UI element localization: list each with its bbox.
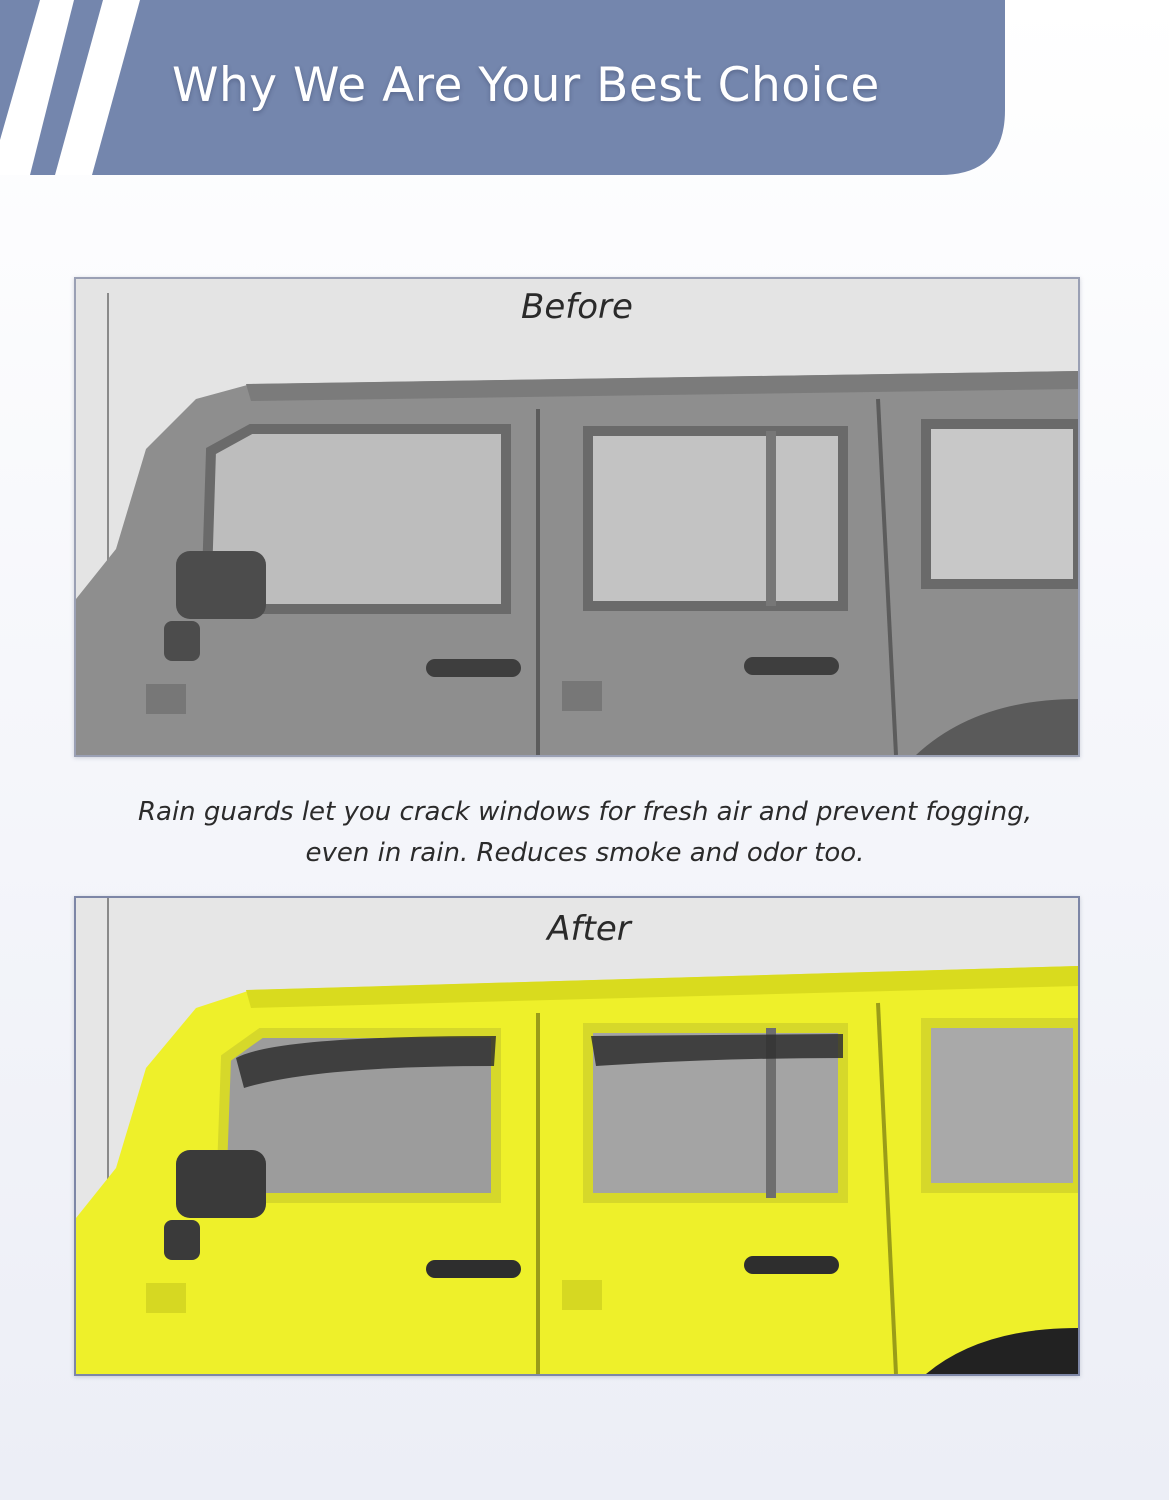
after-vehicle-image (76, 898, 1078, 1374)
before-label: Before (521, 287, 633, 327)
header-banner (0, 0, 1169, 180)
before-vehicle-image (76, 279, 1078, 755)
caption (60, 792, 1110, 874)
after-label: After (547, 909, 631, 949)
caption-line-1: Rain guards let you crack windows for fresh air and prevent fogging, (137, 797, 1033, 827)
page-title: Why We Are Your Best Choice (172, 58, 880, 113)
caption-line-2: even in rain. Reduces smoke and odor too. (305, 838, 865, 868)
after-panel (74, 896, 1080, 1376)
before-panel (74, 277, 1080, 757)
